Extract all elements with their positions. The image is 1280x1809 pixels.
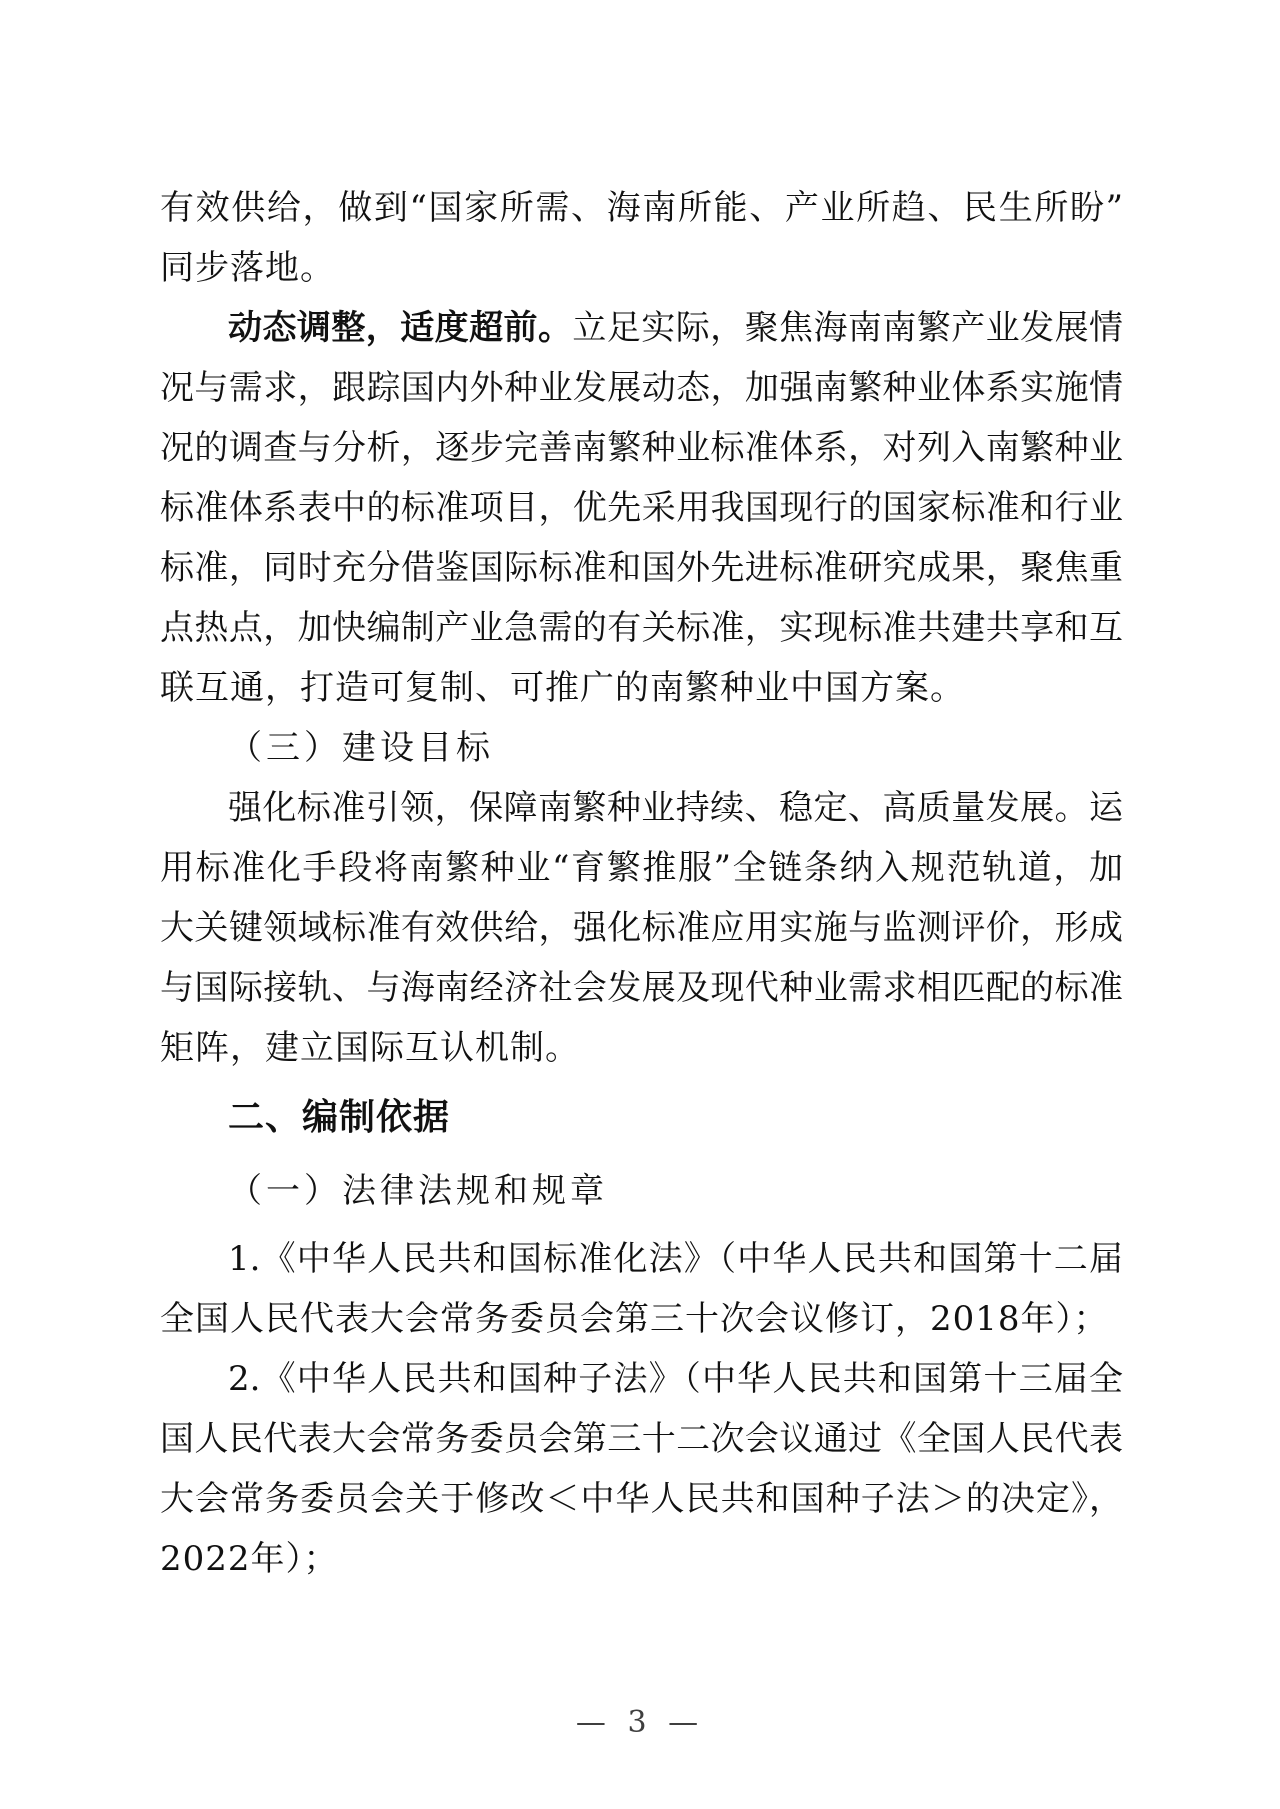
body-line: 全国人民代表大会常务委员会第三十次会议修订，2018年）； [160,1299,1109,1339]
body-line: 2.《中华人民共和国种子法》（中华人民共和国第十三届全 [228,1359,1123,1399]
body-line: 联互通，打造可复制、可推广的南繁种业中国方案。 [160,668,965,708]
body-line: 况与需求，跟踪国内外种业发展动态，加强南繁种业体系实施情 [160,368,1123,408]
body-line: 矩阵，建立国际互认机制。 [160,1028,580,1068]
body-line: 标准，同时充分借鉴国际标准和国外先进标准研究成果，聚焦重 [160,548,1123,588]
body-line [160,298,1123,358]
body-line: 大会常务委员会关于修改＜中华人民共和国种子法＞的决定》， [160,1479,1123,1519]
document-body [160,178,1123,1589]
body-line: 标准体系表中的标准项目，优先采用我国现行的国家标准和行业 [160,488,1123,528]
body-line: 与国际接轨、与海南经济社会发展及现代种业需求相匹配的标准 [160,968,1123,1008]
bold-lead-text: 动态调整，适度超前。 [228,308,573,348]
body-line: 1.《中华人民共和国标准化法》（中华人民共和国第十二届 [228,1239,1123,1279]
chapter-heading-compilation-basis: 二、编制依据 [228,1097,451,1138]
body-line: 点热点，加快编制产业急需的有关标准，实现标准共建共享和互 [160,608,1123,648]
section-heading-laws-regulations: （一）法律法规和规章 [228,1171,608,1211]
body-line: 强化标准引领，保障南繁种业持续、稳定、高质量发展。运 [228,788,1123,828]
page-number: — 3 — [575,1705,705,1740]
body-line: 有效供给，做到“国家所需、海南所能、产业所趋、民生所盼” [160,188,1123,228]
body-line: 况的调查与分析，逐步完善南繁种业标准体系，对列入南繁种业 [160,428,1123,468]
body-line: 用标准化手段将南繁种业“育繁推服”全链条纳入规范轨道，加 [160,848,1123,888]
body-line-text: 立足实际，聚焦海南南繁产业发展情 [572,308,1124,348]
body-line: 同步落地。 [160,248,335,288]
body-line: 国人民代表大会常务委员会第三十二次会议通过《全国人民代表 [160,1419,1123,1459]
body-line: 2022年）； [160,1539,339,1579]
body-line: 大关键领域标准有效供给，强化标准应用实施与监测评价，形成 [160,908,1123,948]
section-heading-construction-goals: （三）建设目标 [228,728,494,768]
